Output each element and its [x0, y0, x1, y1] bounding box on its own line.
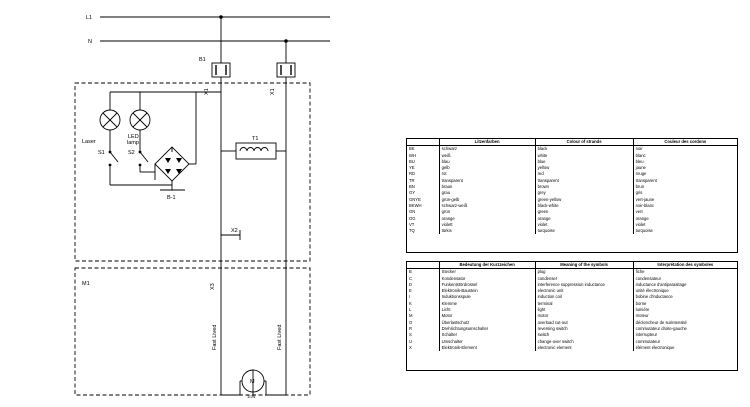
symbols-header-row [407, 262, 737, 269]
sc-code: BU [409, 158, 415, 164]
sc-code: YE [409, 165, 415, 171]
sc-fr: bleu [633, 159, 737, 165]
sym-en: overload cut-out [535, 320, 633, 326]
sc-en: violet [535, 222, 633, 228]
symbols-table [407, 262, 737, 351]
sym-de: Überlastschutz [439, 320, 535, 326]
sym-fr: bobine d'inductance [633, 294, 737, 300]
sym-code: R [409, 325, 413, 331]
sym-de: Motor [439, 313, 535, 319]
sym-de: Elektronik-Element [439, 345, 535, 351]
sym-fr: commutateur droite-gauche [633, 326, 737, 332]
sym-fr: moteur [633, 313, 737, 319]
sc-code: TQ [409, 228, 415, 234]
sym-en: electronic unit [535, 288, 633, 294]
sym-code: K [409, 300, 412, 306]
symbols-table-box [406, 261, 738, 371]
sc-de: schwarz [439, 146, 535, 153]
label-led-lamp: LED [128, 134, 139, 140]
sym-fr: interrupteur [633, 332, 737, 338]
sc-de: transparent [439, 178, 535, 184]
sc-fr: brun [633, 184, 737, 190]
label-b-1: B-1 [167, 195, 176, 201]
sc-de: weiß [439, 153, 535, 159]
sym-h0 [407, 262, 439, 269]
symbols-body [407, 262, 737, 351]
sc-de: schwarz-weiß [439, 203, 535, 209]
sc-code: GY [409, 190, 416, 196]
sym-h1: Bedeutung der Kurzzeichen [439, 262, 535, 269]
sym-fr: borne [633, 301, 737, 307]
sc-code: GN [409, 209, 416, 215]
label-motor-note: 1/2N [247, 394, 256, 399]
sym-de: Licht [439, 307, 535, 313]
label-fast-lived-2: Fast Lived [277, 324, 283, 350]
strand-colours-table [407, 139, 737, 234]
sym-code: E [409, 288, 412, 294]
sc-en: green-yellow [535, 197, 633, 203]
sym-de: Elektronik-Baustein [439, 288, 535, 294]
strand-colours-body [407, 139, 737, 234]
sym-code: C [409, 275, 413, 281]
sym-code: U [409, 338, 413, 344]
sym-fr: inductance d'antiparasitage [633, 282, 737, 288]
sc-h1: Litzenfarben [439, 139, 535, 146]
sc-de: grün [439, 209, 535, 215]
sc-de: violett [439, 222, 535, 228]
sym-de: Induktionsspule [439, 294, 535, 300]
sc-fr: jaune [633, 165, 737, 171]
sc-en: blue [535, 159, 633, 165]
sc-de: rot [439, 171, 535, 177]
sym-en: condenser [535, 276, 633, 282]
sc-fr: noir-blanc [633, 203, 737, 209]
sym-code: I [409, 294, 411, 300]
sc-code: BK [409, 146, 415, 152]
sc-fr: gris [633, 190, 737, 196]
strand-colours-header-row [407, 139, 737, 146]
sym-en: plug [535, 269, 633, 276]
sym-en: induction coil [535, 294, 633, 300]
sym-en: interference suppression inductance [535, 282, 633, 288]
sc-fr: transparent [633, 178, 737, 184]
sym-code: O [409, 319, 413, 325]
sc-code: WH [409, 152, 416, 158]
sc-de: grün-gelb [439, 197, 535, 203]
label-x3: X3 [210, 283, 216, 290]
table-row [407, 228, 737, 234]
label-m1: M1 [82, 281, 90, 287]
sc-de: türkis [439, 228, 535, 234]
sc-en: turquoise [535, 228, 633, 234]
label-x1-left: X1 [204, 88, 210, 95]
sym-en: light [535, 307, 633, 313]
sym-code: X [409, 344, 412, 350]
sc-code: VT [409, 221, 415, 227]
label-laser: Laser [82, 139, 96, 145]
label-x2: X2 [231, 228, 238, 234]
sym-code: D [409, 281, 413, 287]
sym-code: L [409, 307, 412, 313]
sc-h2: Colour of strands [535, 139, 633, 146]
sc-fr: vert [633, 209, 737, 215]
sc-de: orange [439, 216, 535, 222]
sym-en: reversing switch [535, 326, 633, 332]
sym-code: S [409, 332, 412, 338]
sym-de: Schalter [439, 332, 535, 338]
sc-en: red [535, 171, 633, 177]
sc-code: RD [409, 171, 416, 177]
sc-en: black-white [535, 203, 633, 209]
sym-de: Funkentstördrossel [439, 282, 535, 288]
label-s2: S2 [128, 150, 135, 156]
sym-de: Umschalter [439, 339, 535, 345]
sc-fr: blanc [633, 153, 737, 159]
sym-fr: lumière [633, 307, 737, 313]
sc-h3: Couleur des cordons [633, 139, 737, 146]
sc-de: blau [439, 159, 535, 165]
sym-en: terminal [535, 301, 633, 307]
sym-fr: commutateur [633, 339, 737, 345]
sc-fr: violet [633, 222, 737, 228]
label-fast-lived: Fast Lived [212, 324, 218, 350]
sc-en: brown [535, 184, 633, 190]
table-row [407, 269, 737, 276]
sc-fr: vert-jaune [633, 197, 737, 203]
sc-de: gelb [439, 165, 535, 171]
sc-code: BKWH [409, 202, 422, 208]
sym-code: M [409, 313, 413, 319]
sc-de: braun [439, 184, 535, 190]
sc-de: grau [439, 190, 535, 196]
sc-en: orange [535, 216, 633, 222]
sc-code: TR [409, 177, 415, 183]
sc-en: black [535, 146, 633, 153]
sym-de: Stecker [439, 269, 535, 276]
table-row [407, 345, 737, 351]
sc-code: GNYE [409, 196, 421, 202]
table-row [407, 146, 737, 153]
sym-code: B [409, 269, 412, 275]
sym-fr: élément électronique [633, 345, 737, 351]
sc-en: yellow [535, 165, 633, 171]
sc-fr: orange [633, 216, 737, 222]
sc-en: white [535, 153, 633, 159]
sym-h2: Meaning of the symbols [535, 262, 633, 269]
label-s1: S1 [98, 150, 105, 156]
sc-en: grey [535, 190, 633, 196]
sym-de: Kondensator [439, 276, 535, 282]
sym-de: Drehrichtungsumschalter [439, 326, 535, 332]
sc-h0 [407, 139, 439, 146]
strand-colours-table-box [406, 138, 738, 253]
sym-h3: Interprétation des symboles [633, 262, 737, 269]
label-x1-right: X1 [270, 88, 276, 95]
sc-code: OG [409, 215, 416, 221]
label-led-lamp2: lamp [127, 140, 139, 146]
label-l1: L1 [86, 15, 93, 21]
sym-en: change-over switch [535, 339, 633, 345]
sc-en: green [535, 209, 633, 215]
sc-en: transparent [535, 178, 633, 184]
sym-fr: fiche [633, 269, 737, 276]
sym-de: Klemme [439, 301, 535, 307]
sym-en: electronic element [535, 345, 633, 351]
label-t1: T1 [252, 136, 259, 142]
sym-fr: déclencheur de surintensité [633, 320, 737, 326]
sc-code: BN [409, 184, 415, 190]
sc-fr: noir [633, 146, 737, 153]
label-m: M [250, 379, 255, 385]
sym-en: switch [535, 332, 633, 338]
label-b1: B1 [199, 57, 206, 63]
label-n: N [88, 39, 92, 45]
sym-fr: condensateur [633, 276, 737, 282]
sc-fr: rouge [633, 171, 737, 177]
sc-fr: turquoise [633, 228, 737, 234]
sym-en: motor [535, 313, 633, 319]
sym-fr: unité électronique [633, 288, 737, 294]
